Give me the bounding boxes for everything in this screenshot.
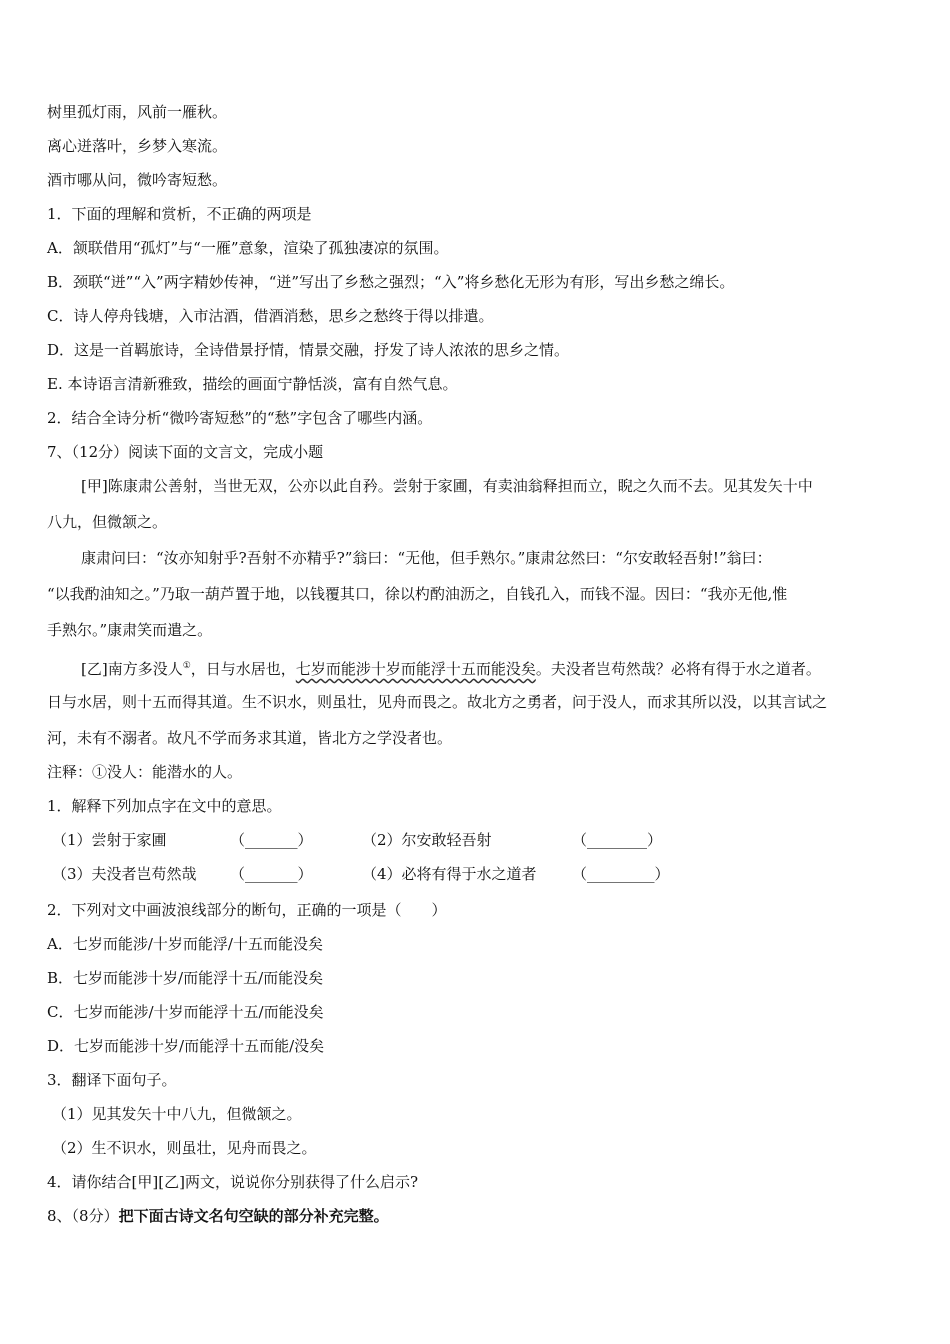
q7-q1-row bbox=[52, 830, 912, 850]
q7-q1-item: （1）尝射于家圃 bbox=[52, 831, 167, 849]
poem-line-3: 酒市哪从问，微吟寄短愁。 bbox=[47, 171, 228, 189]
q7-heading: 7、（12分）阅读下面的文言文，完成小题 bbox=[47, 443, 324, 461]
q7-q3-item: （1）见其发矢十中八九，但微颔之。 bbox=[52, 1105, 302, 1123]
q7-q1-row bbox=[52, 864, 912, 884]
q8-score: 8、（8分） bbox=[47, 1207, 119, 1225]
q7-q2-option-b: B．七岁而能涉十岁/而能浮十五/而能没矣 bbox=[47, 969, 324, 987]
passage-jia-line: “以我酌油知之。”乃取一葫芦置于地，以钱覆其口，徐以杓酌油沥之，自钱孔入，而钱不湿。因曰：“我亦无他,惟 bbox=[47, 585, 788, 603]
footnote: 注释：①没人：能潜水的人。 bbox=[47, 763, 243, 781]
q7-q1-item: （4）必将有得于水之道者 bbox=[362, 865, 537, 883]
passage-yi-text: [乙]南方多没人 bbox=[81, 660, 183, 678]
passage-yi-line: 河，未有不溺者。故凡不学而务求其道，皆北方之学没者也。 bbox=[47, 729, 453, 747]
q7-q1-item: （3）夫没者岂苟然哉 bbox=[52, 865, 197, 883]
passage-jia-line: [甲]陈康肃公善射，当世无双，公亦以此自矜。尝射于家圃，有卖油翁释担而立，睨之久而不去。见其发矢十中 bbox=[81, 477, 813, 495]
answer-blank[interactable]: （_______） bbox=[230, 865, 313, 883]
q7-q1-item: （2）尔安敢轻吾射 bbox=[362, 831, 492, 849]
passage-jia-line: 八九，但微颔之。 bbox=[47, 513, 168, 531]
passage-yi-line: 日与水居，则十五而得其道。生不识水，则虽壮，见舟而畏之。故北方之勇者，问于没人，而求其所以没，以其言试之 bbox=[47, 693, 828, 711]
answer-blank[interactable]: （_______） bbox=[230, 831, 313, 849]
q7-q3-item: （2）生不识水，则虽壮，见舟而畏之。 bbox=[52, 1139, 317, 1157]
q6-option-a: A．颔联借用“孤灯”与“一雁”意象，渲染了孤独凄凉的氛围。 bbox=[47, 239, 449, 257]
q6-option-c: C．诗人停舟钱塘，入市沽酒，借酒消愁，思乡之愁终于得以排遣。 bbox=[47, 307, 494, 325]
footnote-marker: ① bbox=[182, 661, 191, 671]
q6-option-d: D．这是一首羁旅诗，全诗借景抒情，情景交融，抒发了诗人浓浓的思乡之情。 bbox=[47, 341, 570, 359]
q8-instruction: 把下面古诗文名句空缺的部分补充完整。 bbox=[118, 1207, 389, 1225]
q6-question-1: 1．下面的理解和赏析，不正确的两项是 bbox=[47, 205, 312, 223]
passage-yi-text: 。夫没者岂苟然哉？必将有得于水之道者。 bbox=[535, 660, 821, 678]
q8-heading bbox=[47, 1206, 907, 1226]
q7-question-2: 2．下列对文中画波浪线部分的断句，正确的一项是（ ） bbox=[47, 901, 447, 919]
answer-blank[interactable]: （________） bbox=[572, 831, 663, 849]
q7-q2-option-c: C．七岁而能涉/十岁而能浮十五/而能没矣 bbox=[47, 1003, 324, 1021]
q7-question-4: 4．请你结合[甲][乙]两文，说说你分别获得了什么启示? bbox=[47, 1173, 418, 1191]
passage-yi-line bbox=[81, 656, 907, 679]
answer-blank[interactable]: （_________） bbox=[572, 865, 670, 883]
q7-q2-option-d: D．七岁而能涉十岁/而能浮十五而能/没矣 bbox=[47, 1037, 325, 1055]
passage-jia-line: 手熟尔。”康肃笑而遣之。 bbox=[47, 621, 213, 639]
q6-option-e: E. 本诗语言清新雅致，描绘的画面宁静恬淡，富有自然气息。 bbox=[47, 375, 458, 393]
q7-question-1: 1．解释下列加点字在文中的意思。 bbox=[47, 797, 282, 815]
q7-q2-option-a: A．七岁而能涉/十岁而能浮/十五而能没矣 bbox=[47, 935, 323, 953]
q6-question-2: 2．结合全诗分析“微吟寄短愁”的“愁”字包含了哪些内涵。 bbox=[47, 409, 433, 427]
poem-line-1: 树里孤灯雨，风前一雁秋。 bbox=[47, 103, 228, 121]
passage-yi-text: ，日与水居也， bbox=[190, 660, 296, 678]
q7-question-3: 3．翻译下面句子。 bbox=[47, 1071, 177, 1089]
poem-line-2: 离心迸落叶，乡梦入寒流。 bbox=[47, 137, 228, 155]
q6-option-b: B．颈联“迸”“入”两字精妙传神，“迸”写出了乡愁之强烈；“入”将乡愁化无形为有形，写出乡愁之绵长。 bbox=[47, 273, 735, 291]
wavy-underlined-sentence: 七岁而能涉十岁而能浮十五而能没矣 bbox=[295, 660, 536, 678]
passage-jia-line: 康肃问曰：“汝亦知射乎?吾射不亦精乎?”翁曰：“无他，但手熟尔。”康肃忿然曰：“尔安敢轻吾射!”翁曰： bbox=[81, 549, 772, 567]
